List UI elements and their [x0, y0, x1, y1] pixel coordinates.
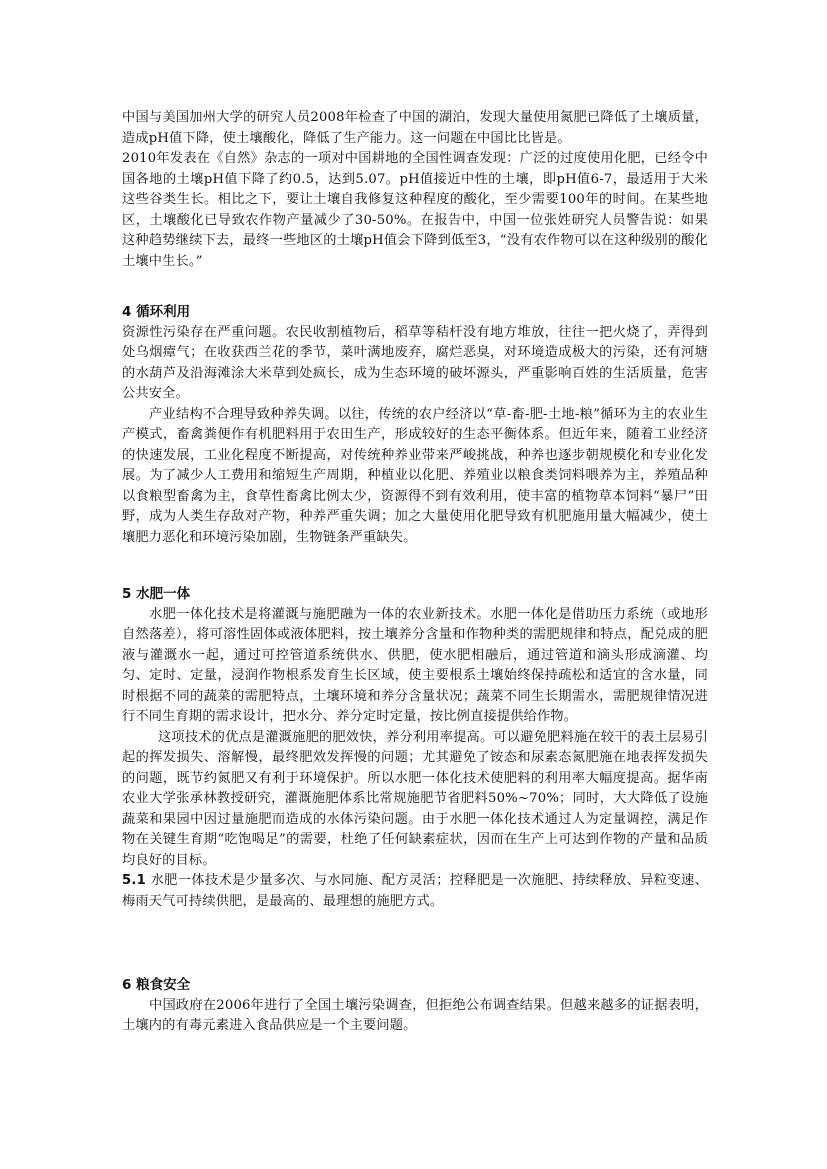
section-5-1-number: 5.1	[122, 873, 146, 888]
section-4-paragraph-2: 产业结构不合理导致种养失调。以往，传统的农户经济以“草-畜-肥-土地-粮”循环为主的农业生产模式，畜禽粪便作有机肥料用于农田生产，形成较好的生态平衡体系。但近年来，随着工业经济的快速发展，工业化程度不断提高，对传统种养业带来严峻挑战，种养也逐步朝规模化和专业化发展。为了减少人工费用和缩短生产周期，种植业以化肥、养殖业以粮食类饲料喂养为主，养殖品种以食粮型畜禽为主，食草性畜禽比例太少，资源得不到有效利用，使丰富的植物草本饲料“暴尸”田野，成为人类生存敌对产物，种养严重失调；加之大量使用化肥导致有机肥施用量大幅减少，使土壤肥力恶化和环境污染加剧，生物链条严重缺失。	[122, 406, 708, 545]
section-6-paragraph-1: 中国政府在2006年进行了全国土壤污染调查，但拒绝公布调查结果。但越来越多的证据表明，土壤内的有毒元素进入食品供应是一个主要问题。	[122, 997, 708, 1033]
section-5	[122, 584, 708, 912]
section-5-paragraph-1: 水肥一体化技术是将灌溉与施肥融为一体的农业新技术。水肥一体化是借助压力系统（或地形自然落差），将可溶性固体或液体肥料，按土壤养分含量和作物种类的需肥规律和特点，配兑成的肥液与灌溉水一起，通过可控管道系统供水、供肥，使水肥相融后，通过管道和滴头形成滴灌、均匀、定时、定量，浸润作物根系发育生长区域，使主要根系土壤始终保持疏松和适宜的含水量，同时根据不同的蔬菜的需肥特点，土壤环境和养分含量状况；蔬菜不同生长期需水，需肥规律情况进行不同生育期的需求设计，把水分、养分定时定量，按比例直接提供给作物。	[122, 606, 708, 724]
intro-block	[122, 108, 708, 272]
section-6	[122, 975, 708, 1037]
section-6-heading: 6 粮食安全	[122, 977, 191, 993]
intro-paragraph-2: 2010年发表在《自然》杂志的一项对中国耕地的全国性调查发现：广泛的过度使用化肥，已经令中国各地的土壤pH值下降了约0.5，达到5.07。pH值接近中性的土壤，即pH值6-7，最适用于大米这些谷类生长。相比之下，要让土壤自我修复这种程度的酸化，至少需要100年的时间。在某些地区，土壤酸化已导致农作物产量减少了30-50%。在报告中，中国一位张姓研究人员警告说：如果这种趋势继续下去，最终一些地区的土壤pH值会下降到低至3，“没有农作物可以在这种级别的酸化土壤中生长。”	[122, 151, 708, 269]
section-4-paragraph-1: 资源性污染存在严重问题。农民收割植物后，稻草等秸杆没有地方堆放，往往一把火烧了，弄得到处乌烟瘴气；在收获西兰花的季节，菜叶满地废弃，腐烂恶臭，对环境造成极大的污染，还有河塘的水葫芦及沿海滩涂大米草到处疯长，成为生态环境的破坏源头，严重影响百姓的生活质量，危害公共安全。	[122, 324, 708, 401]
section-5-paragraph-2: 这项技术的优点是灌溉施肥的肥效快，养分利用率提高。可以避免肥料施在较干的表土层易引起的挥发损失、溶解慢，最终肥效发挥慢的问题；尤其避免了铵态和尿素态氮肥施在地表挥发损失的问题，既节约氮肥又有利于环境保护。所以水肥一体化技术使肥料的利用率大幅度提高。据华南农业大学张承林教授研究，灌溉施肥体系比常规施肥节省肥料50%~70%；同时，大大降低了设施蔬菜和果园中因过量施肥而造成的水体污染问题。由于水肥一体化技术通过人为定量调控，满足作物在关键生育期“吃饱喝足”的需要，杜绝了任何缺素症状，因而在生产上可达到作物的产量和品质均良好的目标。	[122, 729, 708, 868]
section-5-heading: 5 水肥一体	[122, 586, 191, 602]
section-4-heading: 4 循环利用	[122, 304, 191, 320]
section-5-1-paragraph	[122, 871, 708, 912]
section-4	[122, 302, 708, 548]
intro-paragraph-1: 中国与美国加州大学的研究人员2008年检查了中国的湖泊，发现大量使用氮肥已降低了土壤质量，造成pH值下降，使土壤酸化，降低了生产能力。这一问题在中国比比皆是。	[122, 110, 708, 146]
section-5-1-text: 水肥一体技术是少量多次、与水同施、配方灵活；控释肥是一次施肥、持续释放、异粒变速、梅雨天气可持续供肥，是最高的、最理想的施肥方式。	[122, 873, 708, 909]
